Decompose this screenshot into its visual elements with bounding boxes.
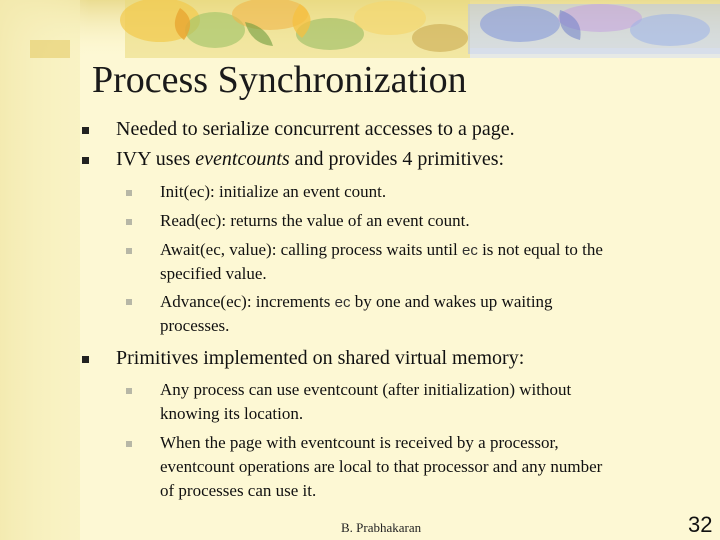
primitive-init: Init(ec): initialize an event count. — [160, 182, 387, 201]
await-suffix: is not equal to the — [477, 240, 603, 259]
primitive-advance-line2: processes. — [160, 316, 230, 335]
bullet-ivy-emphasis: eventcounts — [195, 148, 290, 170]
page-number: 32 — [688, 512, 713, 537]
advance-suffix: by one and wakes up waiting — [350, 292, 553, 311]
sub-bullet-marker — [126, 190, 132, 196]
sub-bullet-marker — [126, 219, 132, 225]
sub-bullet-marker — [126, 388, 132, 394]
advance-prefix: Advance(ec): increments — [160, 292, 335, 311]
sub-bullet-marker — [126, 248, 132, 254]
await-prefix: Await(ec, value): calling process waits until — [160, 240, 462, 259]
shared-point-2-line3: of processes can use it. — [160, 481, 317, 500]
primitive-await-line1 — [160, 238, 603, 263]
primitive-advance-line1 — [160, 290, 553, 315]
sub-bullet-marker — [126, 441, 132, 447]
shared-point-2-line1: When the page with eventcount is received by a processor, — [160, 433, 559, 452]
bullet-ivy-prefix: IVY uses — [116, 148, 196, 170]
shared-point-1-line2: knowing its location. — [160, 404, 304, 423]
bullet-ivy-suffix: and provides 4 primitives: — [289, 148, 505, 170]
shared-point-1-line1: Any process can use eventcount (after initialization) without — [160, 380, 572, 399]
shared-point-2-line2: eventcount operations are local to that processor and any number — [160, 457, 603, 476]
bullet-marker — [82, 157, 89, 164]
primitive-await-line2: specified value. — [160, 264, 267, 283]
bullet-primitives-text: Primitives implemented on shared virtual memory: — [116, 347, 525, 369]
footer-author: B. Prabhakaran — [341, 520, 422, 535]
bullet-serialize-text: Needed to serialize concurrent accesses to a page. — [116, 118, 515, 140]
await-code: ec — [461, 242, 478, 259]
slide-title: Process Synchronization — [92, 59, 467, 101]
advance-code: ec — [334, 294, 351, 311]
bullet-marker — [82, 127, 89, 134]
bullet-marker — [82, 356, 89, 363]
bullet-ivy-text — [116, 144, 504, 174]
sub-bullet-marker — [126, 299, 132, 305]
primitive-read: Read(ec): returns the value of an event count. — [160, 211, 470, 230]
